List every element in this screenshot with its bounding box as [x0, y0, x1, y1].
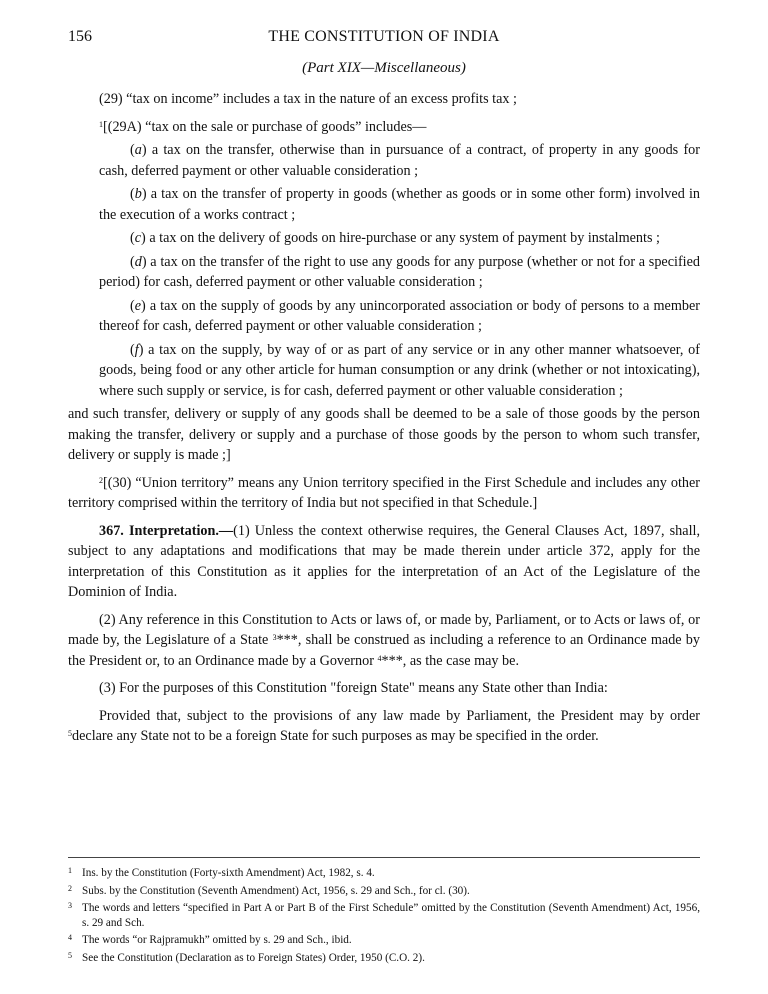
article-367-clause-2: (2) Any reference in this Constitution to Acts or laws of, or made by, Parliament, or to Acts or laws of, or made by, the Legislature of a State $^3$***, shall be construed as including a reference to an Ordinance made by the President or, to an Ordinance made by a Governor $^4$***, as the case may be.: [68, 611, 700, 669]
footnote-ref: 5: [68, 729, 72, 738]
page-number: 156: [68, 28, 92, 45]
footnote-ref: 4: [377, 653, 382, 663]
footnote-divider: [68, 857, 700, 858]
sub-clause-label: (b): [130, 186, 151, 202]
page-header: [68, 28, 700, 50]
sub-clause-text: a tax on the delivery of goods on hire-purchase or any system of payment by instalments ;: [149, 230, 660, 246]
sub-clause-label: (d): [130, 253, 151, 270]
sub-clause-b: [68, 184, 700, 225]
article-367-clause-3: (3) For the purposes of this Constitution "foreign State" means any State other than India:: [99, 680, 608, 696]
sub-clause-list: [68, 140, 700, 401]
footnote-text: Ins. by the Constitution (Forty-sixth Amendment) Act, 1982, s. 4.: [82, 867, 375, 879]
sub-clause-c: [68, 228, 700, 249]
footnote-ref: 3: [272, 633, 277, 642]
clause-29: (29) “tax on income” includes a tax in the nature of an excess profits tax ;: [99, 91, 517, 107]
footnote-text: The words “or Rajpramukh” omitted by s. 29 and Sch., ibid.: [82, 934, 352, 946]
footnote-number: 2: [68, 883, 72, 893]
footnote-4: [68, 933, 700, 948]
article-heading: 367. Interpretation.—: [99, 522, 234, 539]
footnote-number: 5: [68, 950, 72, 960]
sub-clause-label: (f): [130, 341, 149, 358]
document-body: [68, 89, 700, 754]
clause-30: $^2$[(30) “Union territory” means any Union territory specified in the First Schedule and includes any other territory comprised within the territory of India but not specified in that Schedule.]: [68, 474, 700, 511]
footnote-number: 1: [68, 866, 72, 875]
closing-paragraph: and such transfer, delivery or supply of any goods shall be deemed to be a sale of those goods by the person making the transfer, delivery or supply and a purchase of those goods by the person to whom such transfer, delivery or supply is made ;]: [68, 406, 700, 463]
footnote-3: [68, 901, 700, 930]
footnote-text: Subs. by the Constitution (Seventh Amendment) Act, 1956, s. 29 and Sch., for cl. (30).: [82, 884, 470, 897]
sub-clause-e: [68, 296, 700, 337]
sub-clause-text: a tax on the transfer of property in goods (whether as goods or in some other form) involved in the execution of a works contract ;: [99, 186, 700, 223]
footnotes: [68, 866, 700, 968]
sub-clause-f: [68, 340, 700, 402]
proviso: Provided that, subject to the provisions of any law made by Parliament, the President may by order $^5$declare any State not to be a foreign State for such purposes as may be specified in the order.: [68, 707, 700, 744]
sub-clause-label: (e): [130, 297, 150, 314]
footnote-5: [68, 951, 700, 966]
sub-clause-a: [68, 140, 700, 181]
sub-clause-text: a tax on the supply, by way of or as part of any service or in any other manner whatsoever, of goods, being food or any other article for human consumption or any drink (whether or not intoxicating), where such supply or service, is for cash, deferred payment or other valuable consideration ;: [99, 341, 701, 399]
footnote-ref: 2: [99, 475, 103, 485]
footnote-text: See the Constitution (Declaration as to Foreign States) Order, 1950 (C.O. 2).: [82, 951, 425, 964]
page-subtitle: (Part XIX—Miscellaneous): [302, 60, 466, 76]
footnote-ref: 1: [99, 119, 103, 129]
article-367-clause-1: 367. Interpretation.—(1) Unless the context otherwise requires, the General Clauses Act, 1897, shall, subject to any adaptations and modifications that may be made therein under article 372, apply for the interpretation of this Constitution as it applies for the interpretation of an Act of the Legislature of the Dominion of India.: [68, 522, 701, 600]
sub-clause-text: a tax on the transfer, otherwise than in pursuance of a contract, of property in any goods for cash, deferred payment or other valuable consideration ;: [99, 142, 700, 179]
clause-29a: $^1$[(29A) “tax on the sale or purchase of goods” includes—: [99, 118, 427, 135]
sub-clause-d: [68, 252, 700, 293]
sub-clause-text: a tax on the transfer of the right to use any goods for any purpose (whether or not for a specified period) for cash, deferred payment or other valuable consideration ;: [99, 253, 701, 290]
footnote-text: The words and letters “specified in Part A or Part B of the First Schedule” omitted by the Constitution (Seventh Amendment) Act, 1956, s. 29 and Sch.: [82, 902, 700, 929]
footnote-number: 4: [68, 933, 72, 942]
footnote-2: [68, 884, 700, 899]
footnote-1: [68, 866, 700, 881]
sub-clause-text: a tax on the supply of goods by any unincorporated association or body of persons to a member thereof for cash, deferred payment or other valuable consideration ;: [99, 297, 701, 334]
sub-clause-label: (a): [130, 142, 152, 158]
sub-clause-label: (c): [130, 230, 150, 246]
page-title: THE CONSTITUTION OF INDIA: [268, 28, 500, 45]
footnote-number: 3: [68, 901, 72, 910]
